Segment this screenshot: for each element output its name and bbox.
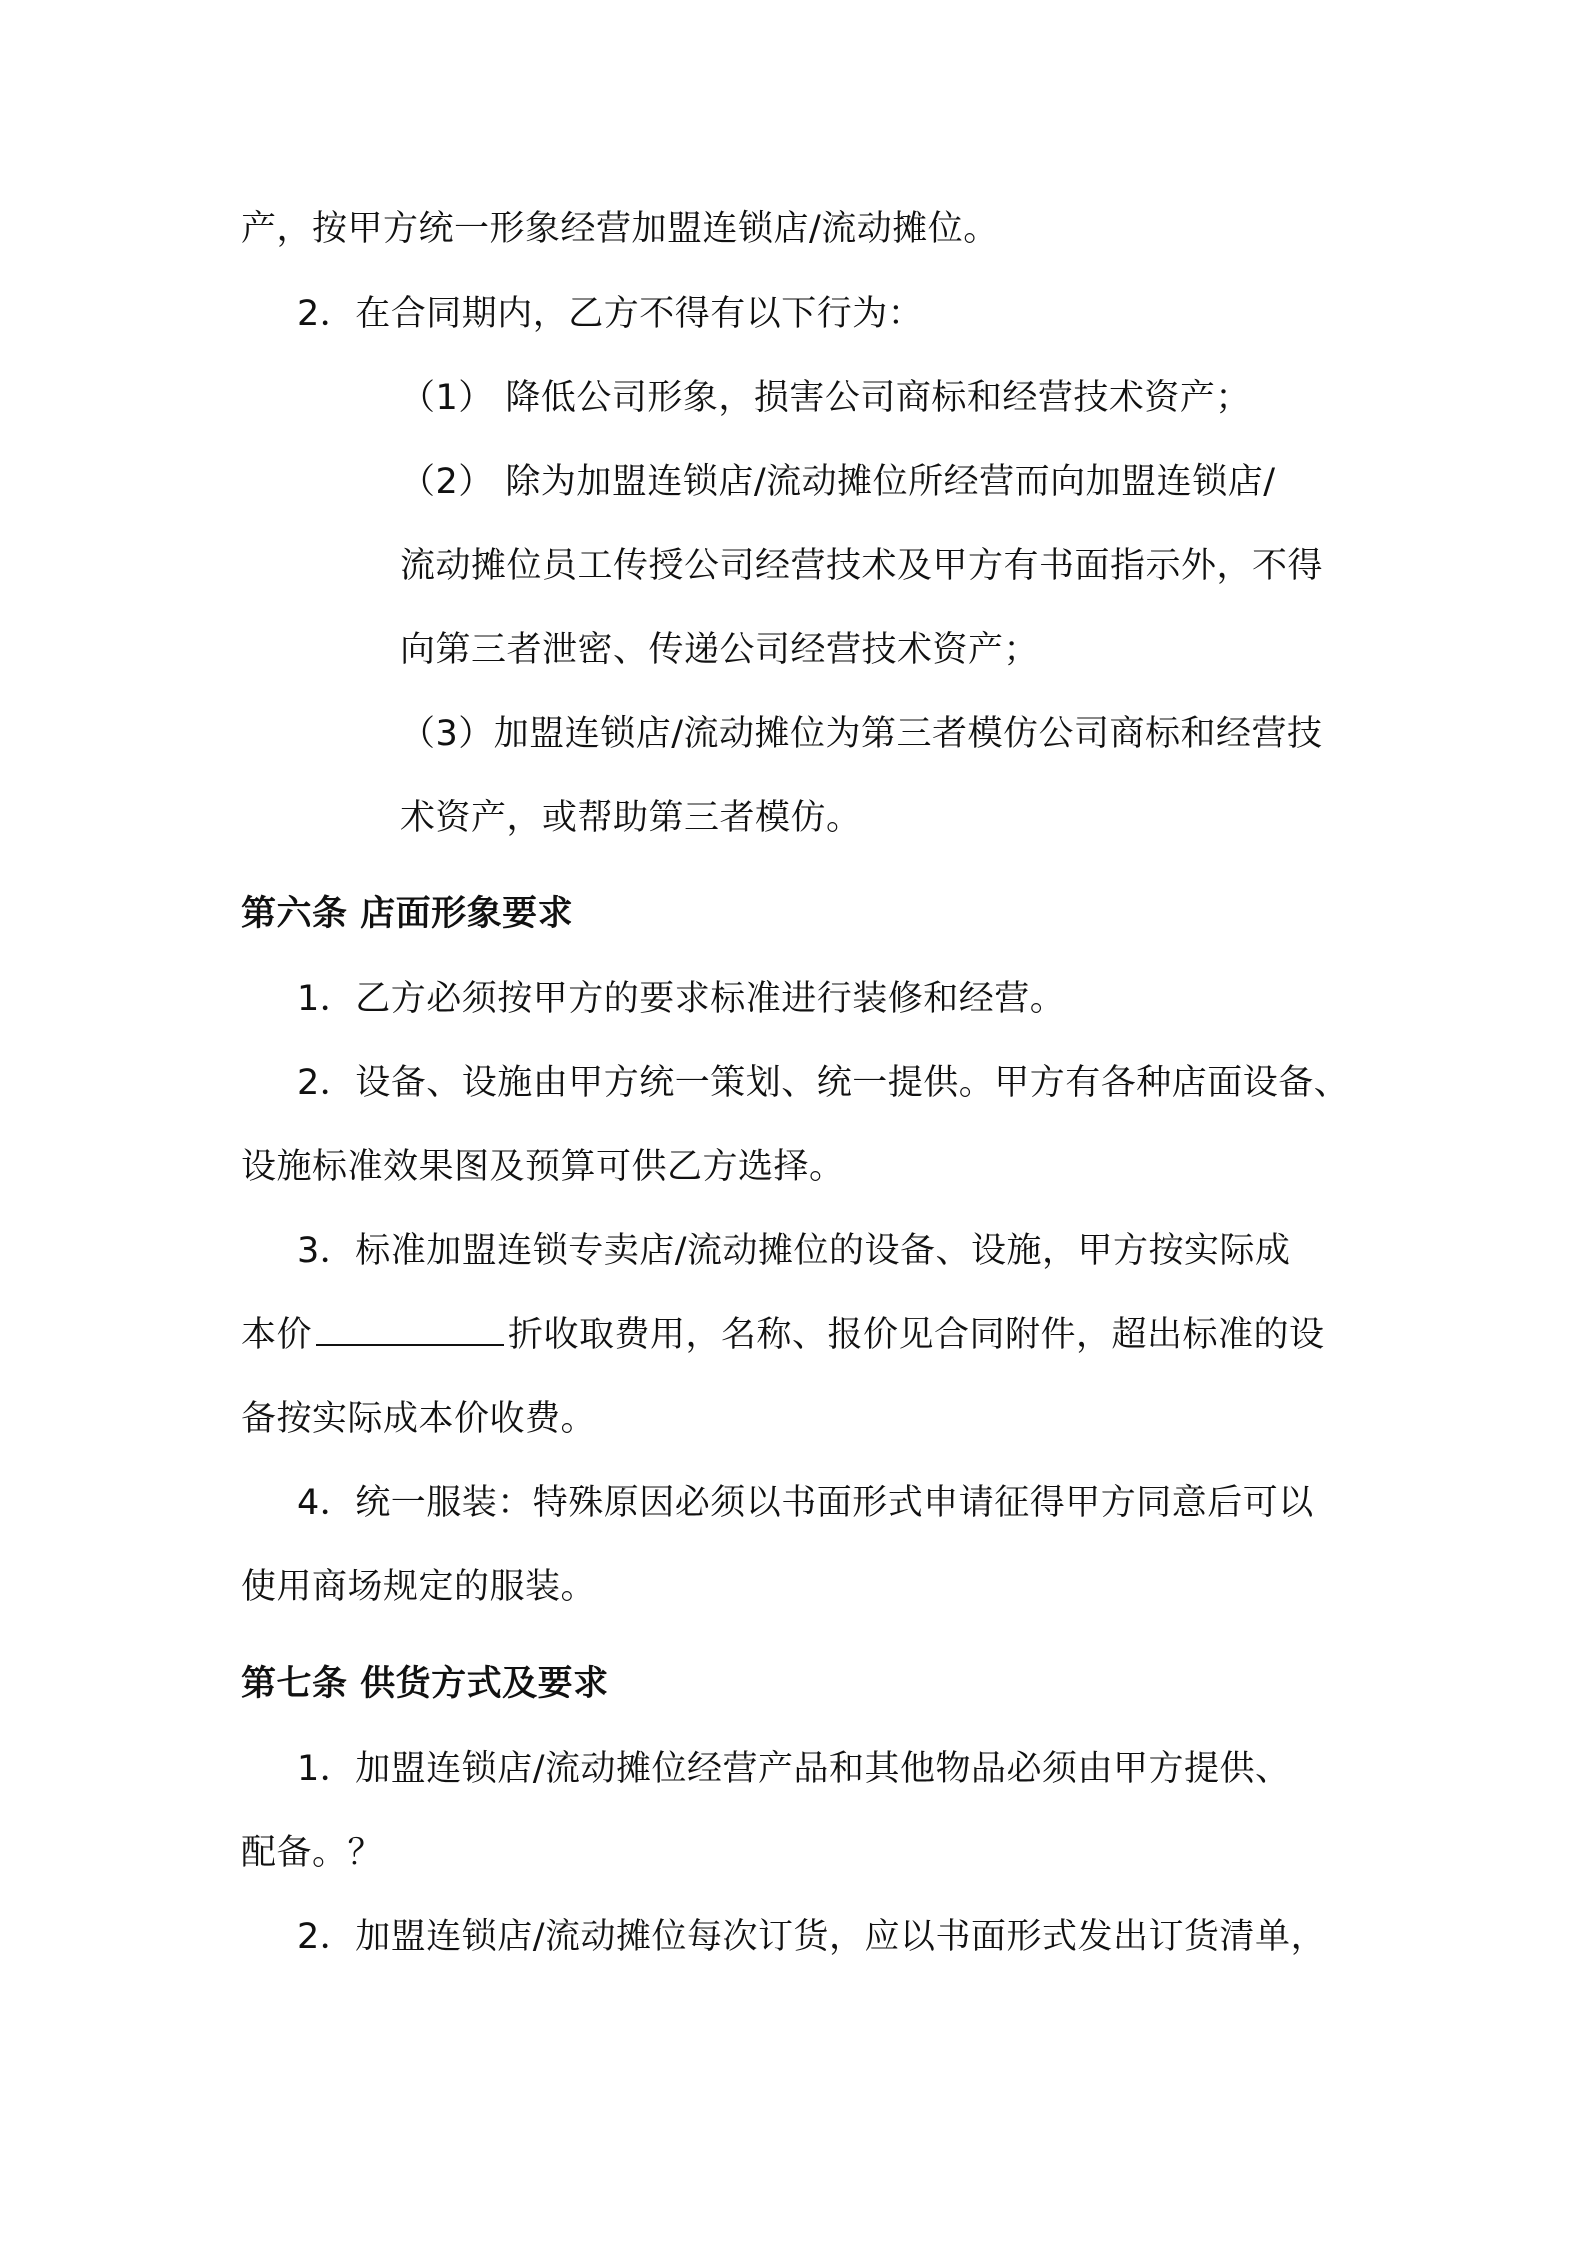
- list-item-6-3-cont: [241, 1311, 1325, 1359]
- list-item-6-3-cont: 备按实际成本价收费。: [241, 1399, 597, 1439]
- list-item-7-2: 2．加盟连锁店/流动摊位每次订货，应以书面形式发出订货清单，: [297, 1917, 1327, 1957]
- list-item-6-2-cont: 设施标准效果图及预算可供乙方选择。: [241, 1147, 845, 1187]
- list-item-6-2: 2．设备、设施由甲方统一策划、统一提供。甲方有各种店面设备、: [297, 1063, 1350, 1103]
- cost-continuation: 折收取费用，名称、报价见合同附件，超出标准的设: [508, 1315, 1325, 1355]
- list-item-6-4-cont: 使用商场规定的服装。: [241, 1567, 597, 1607]
- list-item-6-3: 3．标准加盟连锁专卖店/流动摊位的设备、设施，甲方按实际成: [297, 1231, 1291, 1271]
- sub-item-2-cont: 流动摊位员工传授公司经营技术及甲方有书面指示外，不得: [400, 546, 1324, 586]
- section-heading-6: 第六条 店面形象要求: [241, 894, 574, 934]
- list-item-6-4: 4．统一服装：特殊原因必须以书面形式申请征得甲方同意后可以: [297, 1483, 1314, 1523]
- list-item-7-1: 1．加盟连锁店/流动摊位经营产品和其他物品必须由甲方提供、: [297, 1749, 1291, 1789]
- list-item-6-1: 1．乙方必须按甲方的要求标准进行装修和经营。: [297, 979, 1066, 1019]
- list-item-2: 2．在合同期内，乙方不得有以下行为：: [297, 294, 924, 334]
- cost-label: 本价: [241, 1315, 313, 1355]
- section-heading-7: 第七条 供货方式及要求: [241, 1664, 609, 1704]
- discount-blank[interactable]: [316, 1314, 504, 1346]
- paragraph-line: 产，按甲方统一形象经营加盟连锁店/流动摊位。: [241, 209, 999, 249]
- sub-item-1: （1） 降低公司形象，损害公司商标和经营技术资产；: [400, 378, 1251, 418]
- sub-item-2-cont: 向第三者泄密、传递公司经营技术资产；: [400, 630, 1040, 670]
- sub-item-2: （2） 除为加盟连锁店/流动摊位所经营而向加盟连锁店/: [400, 462, 1276, 502]
- sub-item-3-cont: 术资产，或帮助第三者模仿。: [400, 798, 862, 838]
- list-item-7-1-cont: 配备。？: [241, 1833, 384, 1873]
- sub-item-3: （3）加盟连锁店/流动摊位为第三者模仿公司商标和经营技: [400, 714, 1323, 754]
